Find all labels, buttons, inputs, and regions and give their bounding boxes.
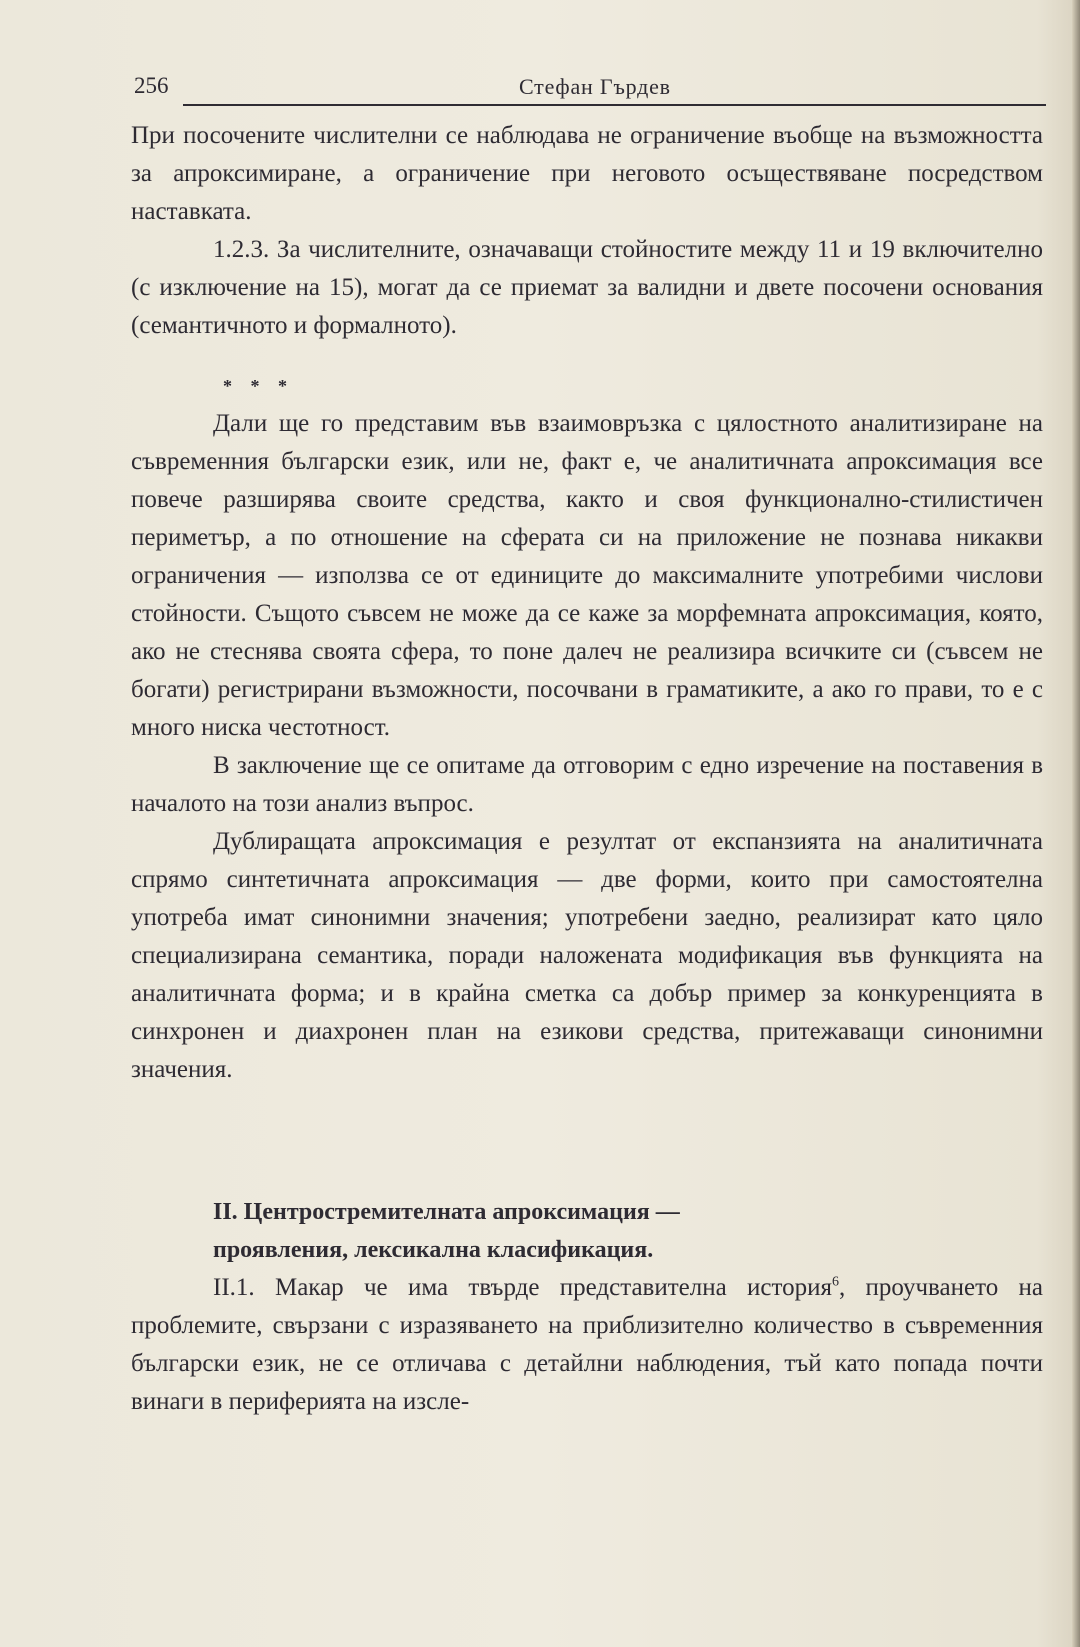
paragraph-ii-1-rest: , проучването на проблемите, свързани с изразяването на приблизително количество в съвременния български език, не се отличава с детайлни наблюдения, тъй като попада почти винаги в периферията на изсле- bbox=[131, 1274, 1043, 1415]
paragraph-ii-1-start: II.1. Макар че има твърде представителна история bbox=[213, 1274, 832, 1301]
section-heading bbox=[213, 1193, 1043, 1269]
paragraph-conclusion-intro: В заключение ще се опитаме да отговорим с едно изречение на поставения в началото на този анализ въпрос. bbox=[131, 752, 1043, 817]
paragraph-numerals-note: При посочените числителни се наблюдава не ограничение въобще на възможността за апроксимиране, а ограничение при неговото осъществяване посредством наставката. bbox=[131, 122, 1043, 225]
paragraph-1-2-3: 1.2.3. За числителните, означаващи стойностите между 11 и 19 включително (с изключение на 15), могат да се приемат за валидни и двете посочени основания (семантичното и формалното). bbox=[131, 236, 1043, 339]
paragraph-duplicating-approximation: Дублиращата апроксимация е резултат от експанзията на аналитичната спрямо синтетичната апроксимация — две форми, които при самостоятелна употреба имат синонимни значения; употребени заедно, реализират като цяло специализирана семантика, поради наложената модификация във функцията на аналитичната форма; и в крайна сметка са добър пример за конкуренцията в синхронен и диахронен план на езикови средства, притежаващи синонимни значения. bbox=[131, 828, 1043, 1083]
section-heading-line-1: II. Центростремителната апроксимация — bbox=[213, 1199, 680, 1225]
footnote-marker: 6 bbox=[831, 1274, 839, 1290]
page-number: 256 bbox=[134, 73, 169, 98]
header-rule bbox=[183, 104, 1046, 106]
paragraph-analytic-approximation: Дали ще го представим във взаимовръзка с цялостното аналитизиране на съвременния български език, или не, факт е, че аналитичната апроксимация все повече разширява своите средства, както и своя функционално-стилистичен периметър, а по отношение на сферата си на приложение не познава никакви ограничения — използва се от единиците до максималните употребими числови стойности. Същото съвсем не може да се каже за морфемната апроксимация, която, ако не стеснява своята сфера, то поне далеч не реализира всичките си (съвсем не богати) регистрирани възможности, посочвани в граматиките, а ако го прави, то е с много ниска честотност. bbox=[131, 410, 1043, 741]
paragraph-ii-1 bbox=[131, 1269, 1043, 1421]
main-text bbox=[131, 117, 1043, 1421]
section-separator: * * * bbox=[223, 376, 294, 396]
running-head-author: Стефан Гърдев bbox=[519, 74, 671, 99]
page-header bbox=[131, 70, 1046, 106]
page-edge-shadow bbox=[1072, 0, 1080, 1647]
section-heading-line-2: проявления, лексикална класификация. bbox=[213, 1237, 654, 1263]
